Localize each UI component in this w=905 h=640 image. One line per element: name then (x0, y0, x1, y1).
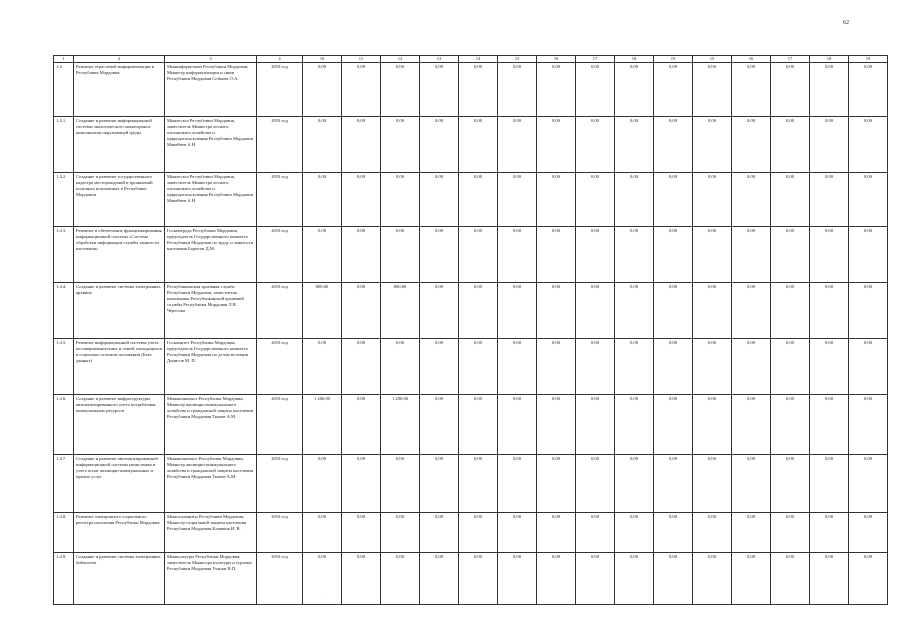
row-year: 2018 год (257, 455, 303, 513)
row-value: 0,00 (498, 553, 537, 605)
row-year: 2018 год (257, 553, 303, 605)
row-value: 0,00 (810, 455, 849, 513)
column-header: 12 (381, 56, 420, 63)
row-value: 0,00 (615, 553, 654, 605)
row-value: 0,00 (849, 513, 888, 553)
row-name: Развитие электронного социального регистра населения Республики Мордовия (74, 513, 165, 553)
row-value: 0,00 (537, 63, 576, 117)
row-value: 800,00 (303, 283, 342, 339)
row-value: 0,00 (732, 283, 771, 339)
row-code: 1.4.5. (54, 339, 74, 395)
row-value: 0,00 (303, 117, 342, 173)
row-value: 0,00 (615, 117, 654, 173)
row-value: 0,00 (576, 339, 615, 395)
row-executor: Республиканская архивная служба Республики Мордовия, заместитель начальника Республиканской архивной службы Республики Мордовия Л.В. Чересова (165, 283, 257, 339)
row-value: 0,00 (420, 455, 459, 513)
row-value: 0,00 (420, 339, 459, 395)
row-value: 0,00 (693, 395, 732, 455)
column-header: 19 (654, 56, 693, 63)
row-value: 0,00 (615, 173, 654, 227)
row-value: 0,00 (693, 455, 732, 513)
row-value: 0,00 (693, 283, 732, 339)
row-value: 0,00 (654, 553, 693, 605)
row-value: 0,00 (381, 227, 420, 283)
column-header: 11 (342, 56, 381, 63)
column-header: 18 (810, 56, 849, 63)
row-value: 0,00 (537, 339, 576, 395)
row-value: 0,00 (420, 553, 459, 605)
row-value: 0,00 (459, 227, 498, 283)
row-value: 0,00 (420, 513, 459, 553)
row-value: 0,00 (303, 63, 342, 117)
row-value: 0,00 (810, 513, 849, 553)
row-value: 0,00 (693, 553, 732, 605)
row-executor: Минсоцзащиты Республики Мордовия, Министр социальной защиты населения Республики Мордовия Кляшков И. В. (165, 513, 257, 553)
row-value: 0,00 (771, 553, 810, 605)
row-name: Создание и развитие государственного кадастра месторождений и проявлений полезных ископаемых в Республике Мордовия (74, 173, 165, 227)
header-row (54, 56, 888, 63)
row-value: 0,00 (381, 173, 420, 227)
row-value: 0,00 (576, 513, 615, 553)
column-header: 16 (537, 56, 576, 63)
row-value: 0,00 (771, 63, 810, 117)
row-value: 0,00 (342, 63, 381, 117)
row-value: 0,00 (849, 339, 888, 395)
row-executor: Минлесхоз Республики Мордовия, заместитель Министра лесного, охотничьего хозяйства и природопользования Республики Мордовия Макейчев А.Н. (165, 173, 257, 227)
row-value: 0,00 (303, 339, 342, 395)
row-value: 0,00 (576, 117, 615, 173)
row-value: 0,00 (576, 227, 615, 283)
row-year: 2018 год (257, 395, 303, 455)
row-value: 0,00 (537, 553, 576, 605)
table-row (54, 173, 888, 227)
row-value: 0,00 (810, 173, 849, 227)
row-value: 0,00 (654, 173, 693, 227)
row-executor: Минжилкомхоз Республики Мордовия, Министр жилищно-коммунального хозяйства и гражданской защиты населения Республики Мордовия Ткачев А.М. (165, 455, 257, 513)
row-value: 0,00 (459, 173, 498, 227)
row-value: 0,00 (420, 395, 459, 455)
row-value: 0,00 (537, 455, 576, 513)
row-name: Создание и развитие автоматизированной информационной системы начисления и учета оплат жилищно-коммунальных и прочих услуг (74, 455, 165, 513)
row-value: 0,00 (342, 553, 381, 605)
row-value: 0,00 (771, 227, 810, 283)
row-value: 0,00 (576, 173, 615, 227)
row-year: 2018 год (257, 117, 303, 173)
row-value: 0,00 (810, 553, 849, 605)
row-name: Создание и развитие системы электронных библиотек (74, 553, 165, 605)
row-code: 1.4.9. (54, 553, 74, 605)
row-value: 0,00 (576, 283, 615, 339)
row-value: 0,00 (420, 227, 459, 283)
row-code: 1.4.3. (54, 227, 74, 283)
row-value: 0,00 (615, 339, 654, 395)
column-header: 3 (165, 56, 257, 63)
row-year: 2018 год (257, 283, 303, 339)
row-executor: Госкомитет Республики Мордовия, председатель Государственного комитета Республики Мордовия по делам юстиции Донисов М. П. (165, 339, 257, 395)
scan-mark: · (327, 598, 328, 602)
row-value: 0,00 (459, 395, 498, 455)
row-value: 0,00 (693, 339, 732, 395)
row-value: 0,00 (654, 455, 693, 513)
row-value: 0,00 (498, 117, 537, 173)
row-value: 0,00 (732, 395, 771, 455)
row-value: 0,00 (303, 455, 342, 513)
row-value: 0,00 (654, 283, 693, 339)
row-value: 0,00 (498, 173, 537, 227)
row-value: 0,00 (654, 395, 693, 455)
row-value: 0,00 (771, 117, 810, 173)
row-name: Развитие отраслевой информатизации в Республике Мордовия (74, 63, 165, 117)
column-header: 1 (54, 56, 74, 63)
row-value: 0,00 (576, 63, 615, 117)
row-value: 0,00 (420, 63, 459, 117)
row-value: 0,00 (459, 455, 498, 513)
row-value: 0,00 (732, 339, 771, 395)
page-number: 62 (843, 20, 849, 26)
table-row (54, 455, 888, 513)
row-name: Развитие информационной системы учета несовершеннолетних и семей, находящихся в социально опасном положении (База данных) (74, 339, 165, 395)
row-value: 0,00 (771, 339, 810, 395)
row-value: 0,00 (342, 173, 381, 227)
row-value: 0,00 (732, 227, 771, 283)
row-value: 0,00 (693, 513, 732, 553)
row-value: 0,00 (420, 283, 459, 339)
row-value: 0,00 (810, 117, 849, 173)
column-header: 13 (420, 56, 459, 63)
row-value: 0,00 (693, 173, 732, 227)
table-row (54, 395, 888, 455)
column-header: 19 (849, 56, 888, 63)
row-value: 0,00 (771, 395, 810, 455)
row-value: 0,00 (615, 283, 654, 339)
column-header: 14 (459, 56, 498, 63)
table-row (54, 553, 888, 605)
row-value: 0,00 (849, 117, 888, 173)
column-header: 15 (693, 56, 732, 63)
row-value: 0,00 (576, 455, 615, 513)
row-value: 0,00 (303, 513, 342, 553)
row-value: 0,00 (381, 455, 420, 513)
column-header: 15 (498, 56, 537, 63)
row-name: Создание и развитие инфраструктуры автоматизированного учета потребления коммунальных ресурсов (74, 395, 165, 455)
row-code: 1.4.7. (54, 455, 74, 513)
row-value: 0,00 (342, 455, 381, 513)
row-value: 0,00 (654, 339, 693, 395)
row-value: 0,00 (849, 227, 888, 283)
row-value: 0,00 (732, 513, 771, 553)
row-value: 0,00 (537, 395, 576, 455)
row-value: 0,00 (849, 173, 888, 227)
row-value: 0,00 (537, 227, 576, 283)
row-code: 1.4 (54, 63, 74, 117)
row-value: 0,00 (810, 339, 849, 395)
row-value: 0,00 (849, 283, 888, 339)
row-code: 1.4.1. (54, 117, 74, 173)
row-value: 0,00 (732, 173, 771, 227)
row-value: 0,00 (459, 339, 498, 395)
row-value: 0,00 (849, 63, 888, 117)
row-value: 0,00 (771, 283, 810, 339)
row-value: 0,00 (849, 553, 888, 605)
row-value: 0,00 (615, 63, 654, 117)
row-year: 2018 год (257, 173, 303, 227)
row-value: 0,00 (498, 63, 537, 117)
row-value: 0,00 (615, 227, 654, 283)
row-value: 0,00 (381, 117, 420, 173)
row-value: 0,00 (615, 513, 654, 553)
row-value: 0,00 (303, 553, 342, 605)
row-executor: Госкомтруда Республики Мордовия, председатель Государственного комитета Республики Мордовия по труду и занятости населения Борисов Д.М. (165, 227, 257, 283)
column-header: 2 (74, 56, 165, 63)
row-value: 0,00 (420, 117, 459, 173)
column-header: 17 (576, 56, 615, 63)
row-value: 0,00 (576, 553, 615, 605)
table-row (54, 513, 888, 553)
row-value: 0,00 (732, 455, 771, 513)
row-value: 0,00 (303, 227, 342, 283)
row-value: 0,00 (771, 513, 810, 553)
row-year: 2018 год (257, 339, 303, 395)
row-value: 0,00 (615, 455, 654, 513)
row-value: 0,00 (693, 117, 732, 173)
row-value: 0,00 (381, 553, 420, 605)
row-name: Создание и развитие информационной системы экологического мониторинга компонентов окружающей среды (74, 117, 165, 173)
row-value: 1 200,00 (303, 395, 342, 455)
row-value: 0,00 (537, 283, 576, 339)
row-value: 0,00 (342, 227, 381, 283)
row-value: 800,00 (381, 283, 420, 339)
column-header: 17 (771, 56, 810, 63)
row-value: 0,00 (498, 227, 537, 283)
row-value: 0,00 (693, 227, 732, 283)
row-code: 1.4.2. (54, 173, 74, 227)
row-value: 0,00 (498, 455, 537, 513)
row-value: 0,00 (459, 117, 498, 173)
row-code: 1.4.4. (54, 283, 74, 339)
row-name: Создание и развитие системы электронных архивов (74, 283, 165, 339)
table-row (54, 117, 888, 173)
row-value: 0,00 (849, 455, 888, 513)
row-value: 0,00 (537, 117, 576, 173)
row-value: 0,00 (303, 173, 342, 227)
column-header: 16 (732, 56, 771, 63)
row-code: 1.4.6. (54, 395, 74, 455)
column-header: 18 (615, 56, 654, 63)
row-value: 0,00 (342, 117, 381, 173)
row-value: 0,00 (732, 553, 771, 605)
table-row (54, 283, 888, 339)
row-value: 0,00 (459, 553, 498, 605)
row-value: 0,00 (615, 395, 654, 455)
row-value: 0,00 (576, 395, 615, 455)
program-table (53, 55, 888, 605)
row-value: 0,00 (654, 513, 693, 553)
row-value: 0,00 (654, 227, 693, 283)
row-value: 0,00 (342, 395, 381, 455)
row-value: 0,00 (459, 513, 498, 553)
row-value: 0,00 (654, 117, 693, 173)
row-value: 0,00 (537, 173, 576, 227)
row-value: 0,00 (459, 283, 498, 339)
row-value: 0,00 (498, 283, 537, 339)
row-value: 0,00 (810, 63, 849, 117)
row-value: 0,00 (342, 339, 381, 395)
row-value: 0,00 (537, 513, 576, 553)
row-value: 0,00 (771, 455, 810, 513)
row-year: 2018 год (257, 513, 303, 553)
row-value: 0,00 (732, 117, 771, 173)
row-value: 0,00 (459, 63, 498, 117)
row-executor: Минжилкомхоз Республики Мордовия, Министр жилищно-коммунального хозяйства и гражданской защиты населения Республики Мордовия Ткачев А.М. (165, 395, 257, 455)
row-name: Развитие и обеспечение функционирования информационной системы «Система обработки информации службы занятости населения» (74, 227, 165, 283)
row-value: 0,00 (498, 339, 537, 395)
row-executor: Минлесхоз Республики Мордовия, заместитель Министра лесного, охотничьего хозяйства и природопользования Республики Мордовия Макейчев А.Н. (165, 117, 257, 173)
row-value: 0,00 (654, 63, 693, 117)
row-value: 0,00 (381, 339, 420, 395)
row-value: 0,00 (342, 513, 381, 553)
row-value: 0,00 (693, 63, 732, 117)
row-value: 0,00 (498, 513, 537, 553)
row-value: 0,00 (381, 513, 420, 553)
table-row (54, 227, 888, 283)
row-code: 1.4.8. (54, 513, 74, 553)
row-value: 0,00 (810, 227, 849, 283)
table-row (54, 339, 888, 395)
table-row (54, 63, 888, 117)
row-year: 2018 год (257, 227, 303, 283)
row-value: 0,00 (771, 173, 810, 227)
row-value: 0,00 (381, 63, 420, 117)
column-header: 4 (257, 56, 303, 63)
row-value: 1 200,00 (381, 395, 420, 455)
column-header: 10 (303, 56, 342, 63)
row-executor: Мининформсвязи Республики Мордовия, Министр информатизации и связи Республики Мордовия Собкова О.А. (165, 63, 257, 117)
row-value: 0,00 (342, 283, 381, 339)
row-value: 0,00 (810, 283, 849, 339)
row-value: 0,00 (420, 173, 459, 227)
row-value: 0,00 (849, 395, 888, 455)
row-value: 0,00 (498, 395, 537, 455)
row-year: 2018 год (257, 63, 303, 117)
row-executor: Минкультуры Республики Мордовия, заместитель Министра культуры и туризма Республики Мордовия Уханов Н.П. (165, 553, 257, 605)
row-value: 0,00 (810, 395, 849, 455)
row-value: 0,00 (732, 63, 771, 117)
